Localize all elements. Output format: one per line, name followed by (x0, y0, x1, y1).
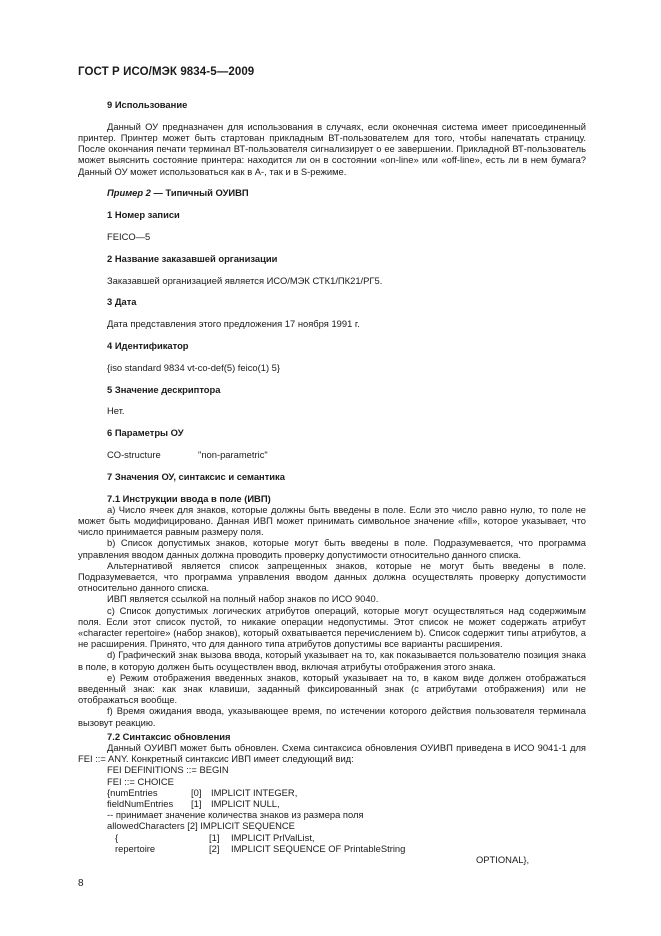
subsection-7-2-paragraph: Данный ОУИВП может быть обновлен. Схема синтаксиса обновления ОУИВП приведена в ИСО 9041-1 для FEI ::= ANY. Конкретный синтаксис ИВП имеет следующий вид: (78, 742, 586, 765)
example-title: — Типичный ОУИВП (150, 187, 249, 199)
code-text: IMPLICIT NULL, (211, 797, 280, 809)
document-header: ГОСТ Р ИСО/МЭК 9834-5—2009 (78, 66, 255, 78)
code-line (107, 854, 586, 865)
code-text: IMPLICIT SEQUENCE OF PrintableString (231, 842, 406, 854)
code-block (107, 764, 586, 865)
example-heading (107, 187, 586, 198)
parameter-value: "non-parametric" (198, 448, 268, 460)
item-a: а) Число ячеек для знаков, которые должны быть введены в поле. Если это число равно нулю, то поле не может быть модифицировано. Данная ИВП может принимать символьное значение «fill», которое указывает, что число принимается равным размеру поля. (78, 503, 586, 538)
entry-1-value: FEICO—5 (107, 231, 151, 242)
code-text: { (115, 831, 119, 843)
code-line (107, 764, 586, 775)
page-number: 8 (78, 878, 84, 889)
entry-6-heading: 6 Параметры ОУ (107, 427, 184, 439)
reference-paragraph: ИВП является ссылкой на полный набор знаков по ИСО 9040. (107, 593, 379, 605)
code-line (107, 798, 586, 809)
code-text: repertoire (115, 842, 156, 854)
code-text: FEI ::= CHOICE (107, 775, 174, 787)
section-9-paragraph: Данный ОУ предназначен для использования в случаях, если оконечная система имеет присоединенный принтер. Принтер может быть стартован прикладным ВТ-пользователем для того, чтобы напечатать страницу. После окончания печати терминал ВТ-пользователя сигнализирует о ее завершении. Прикладной ВТ-пользователь может выяснить состояние принтера: находится ли он в состоянии «on-line» или «off-line», есть ли в нем бумага? Данный ОУ может использоваться как в А-, так и в S-режиме. (78, 120, 586, 177)
code-line (107, 843, 586, 854)
code-text: OPTIONAL}, (476, 853, 530, 865)
entry-2-heading: 2 Название заказавшей организации (107, 252, 278, 264)
code-line (107, 809, 586, 820)
entry-4-value: {iso standard 9834 vt-co-def(5) feico(1) 5} (107, 361, 281, 373)
code-text: {numEntries (107, 786, 158, 798)
item-e: е) Режим отображения введенных знаков, который указывает на то, в каком виде должен отображаться введенный знак: как знак клавиши, заданный фиксированный знак (с атрибутами отображения) или не отображаться вообще. (78, 671, 586, 706)
code-line (107, 820, 586, 831)
code-line (107, 787, 586, 798)
subsection-7-1-heading: 7.1 Инструкции ввода в поле (ИВП) (107, 492, 271, 504)
item-f: f) Время ожидания ввода, указывающее время, по истечении которого действия пользователя терминала вызовут реакцию. (78, 705, 586, 728)
entry-3-value: Дата представления этого предложения 17 ноября 1991 г. (107, 318, 360, 330)
subsection-7-2-heading: 7.2 Синтаксис обновления (107, 730, 231, 742)
document-body (78, 99, 586, 865)
entry-1-heading: 1 Номер записи (107, 209, 180, 221)
parameter-name: CO-structure (107, 448, 161, 460)
code-tag: [1] (209, 831, 220, 843)
code-text: allowedCharacters [2] IMPLICIT SEQUENCE (107, 820, 295, 832)
item-c: с) Список допустимых логических атрибутов операций, которые могут осуществляться над содержимым поля. Если этот список пустой, то никакие операции недопустимы. Этот список не может содержать атрибут «character repertoire» (набор знаков), который охватывается перечислением b). Список содержит типы атрибутов, а не расширения. Принято, что для данного типа атрибутов допустимы все варианты расширения. (78, 604, 586, 650)
example-label: Пример 2 (107, 187, 151, 199)
code-text: IMPLICIT INTEGER, (211, 786, 298, 798)
item-b: b) Список допустимых знаков, которые могут быть введены в поле. Подразумевается, что программа управления вводом данных должна проводить проверку допустимости относительно данного списка. (78, 537, 586, 560)
code-text: FEI DEFINITIONS ::= BEGIN (107, 764, 229, 776)
code-comment: -- принимает значение количества знаков из размера поля (107, 809, 364, 821)
entry-7-heading: 7 Значения ОУ, синтаксис и семантика (107, 470, 285, 482)
entry-6-parameter-row (107, 449, 586, 460)
entry-5-value: Нет. (107, 405, 125, 417)
alternative-paragraph: Альтернативой является список запрещенных знаков, которые не могут быть введены в поле. Подразумевается, что программа управления вводом данных должна осуществлять проверку допустимости относительно данного списка. (78, 559, 586, 594)
entry-4-heading: 4 Идентификатор (107, 339, 189, 351)
entry-3-heading: 3 Дата (107, 296, 137, 308)
code-tag: [1] (191, 797, 202, 809)
code-tag: [2] (209, 842, 220, 854)
code-text: fieldNumEntries (107, 797, 174, 809)
section-9-heading: 9 Использование (107, 99, 188, 110)
item-d: d) Графический знак вызова ввода, который указывает на то, как показывается пользователю позиция знака в поле, в которую должен быть осуществлен ввод, включая атрибуты отображения этого знака. (78, 649, 586, 672)
entry-5-heading: 5 Значение дескриптора (107, 383, 221, 395)
code-line (107, 832, 586, 843)
code-tag: [0] (191, 786, 202, 798)
entry-2-value: Заказавшей организацией является ИСО/МЭК СТК1/ПК21/РГ5. (107, 274, 383, 286)
code-line (107, 776, 586, 787)
code-text: IMPLICIT PrlValList, (231, 831, 315, 843)
